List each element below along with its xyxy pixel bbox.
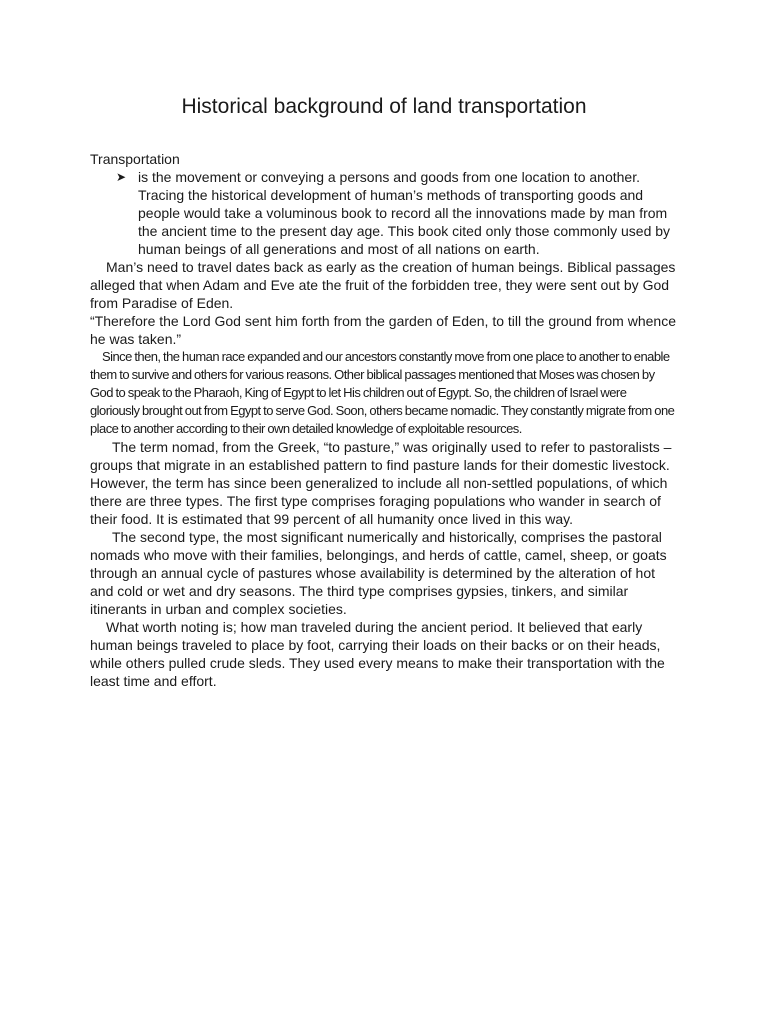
arrow-bullet-icon: ➤	[116, 170, 127, 184]
paragraph-nomadic-history: Since then, the human race expanded and our ancestors constantly move from one place to another to enable them to survive and others for various reasons. Other biblical passages mentioned that Moses was chosen by God to speak to the Pharaoh, King of Egypt to let His children out of Egypt. So, the children of Israel were gloriously brought out from Egypt to serve God. Soon, others became nomadic. They constantly migrate from one place to another according to their own detailed knowledge of exploitable resources.	[90, 349, 675, 436]
paragraph-ancient-travel: What worth noting is; how man traveled during the ancient period. It believed that early human beings traveled to place by foot, carrying their loads on their backs or on their heads, while others pulled crude sleds. They used every means to make their transportation with the least time and effort.	[90, 619, 665, 689]
paragraph-term-nomad: The term nomad, from the Greek, “to pasture,” was originally used to refer to pastoralists –groups that migrate in an established pattern to find pasture lands for their domestic livestock. However, the term has since been generalized to include all non-settled populations, of which there are three types. The first type comprises foraging populations who wander in search of their food. It is estimated that 99 percent of all humanity once lived in this way.	[90, 439, 672, 527]
paragraph-quote: “Therefore the Lord God sent him forth from the garden of Eden, to till the ground from whence he was taken.”	[90, 313, 676, 347]
section-label: Transportation	[90, 151, 180, 167]
bullet-text: is the movement or conveying a persons and goods from one location to another. Tracing the historical development of human’s methods of transporting goods and people would take a voluminous book to record all the innovations made by man from the ancient time to the present day age. This book cited only those commonly used by human beings of all generations and most of all nations on earth.	[138, 169, 671, 257]
paragraph-second-type: The second type, the most significant numerically and historically, comprises the pastoral nomads who move with their families, belongings, and herds of cattle, camel, sheep, or goats through an annual cycle of pastures whose availability is determined by the alteration of hot and cold or wet and dry seasons. The third type comprises gypsies, tinkers, and similar itinerants in urban and complex societies.	[90, 529, 667, 617]
paragraph-travel-origins: Man’s need to travel dates back as early as the creation of human beings. Biblical passages alleged that when Adam and Eve ate the fruit of the forbidden tree, they were sent out by God from Paradise of Eden.	[90, 259, 676, 311]
definition-bullet	[90, 168, 678, 258]
document-body	[90, 150, 678, 690]
page-title: Historical background of land transportation	[181, 95, 587, 118]
